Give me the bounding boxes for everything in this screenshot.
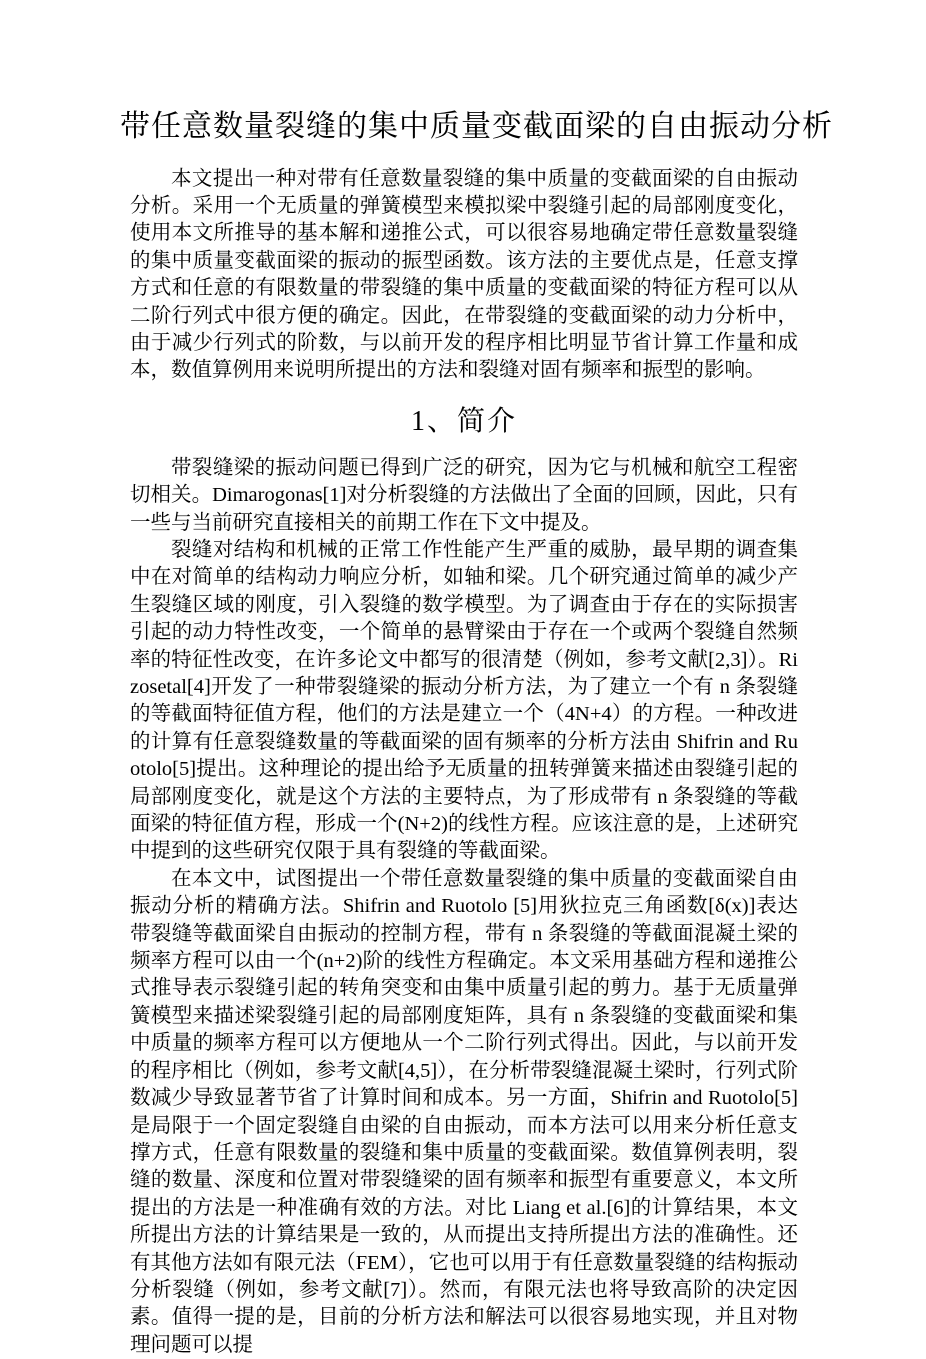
intro-paragraph-3: 在本文中，试图提出一个带任意数量裂缝的集中质量的变截面梁自由振动分析的精确方法。Shifrin and Ruotolo [5]用狄拉克三角函数[δ(x)]表达带裂缝等截面梁自由振动的控制方程，带有 n 条裂缝的等截面混凝土梁的频率方程可以由一个(n+2)阶的线性方程确定。本文采用基础方程和递推公式推导表示裂缝引起的转角突变和由集中质量引起的剪力。基于无质量弹簧模型来描述梁裂缝引起的局部刚度矩阵，具有 n 条裂缝的变截面梁和集中质量的频率方程可以方便地从一个二阶行列式得出。因此，与以前开发的程序相比（例如，参考文献[4,5]），在分析带裂缝混凝土梁时，行列式阶数减少导致显著节省了计算时间和成本。另一方面，Shifrin and Ruotolo[5]是局限于一个固定裂缝自由梁的自由振动，而本方法可以用来分析任意支撑方式，任意有限数量的裂缝和集中质量的变截面梁。数值算例表明，裂缝的数量、深度和位置对带裂缝梁的固有频率和振型有重要意义，本文所提出的方法是一种准确有效的方法。对比 Liang et al.[6]的计算结果，本文所提出方法的计算结果是一致的，从而提出支持所提出方法的准确性。还有其他方法如有限元法（FEM），它也可以用于有任意数量裂缝的结构振动分析裂缝（例如，参考文献[7]）。然而，有限元法也将导致高阶的决定因素。值得一提的是，目前的分析方法和解法可以很容易地实现，并且对物理问题可以提: [130, 867, 798, 1356]
paper-title: 带任意数量裂缝的集中质量变截面梁的自由振动分析: [120, 110, 833, 143]
section-1-heading: 1、简介: [410, 405, 517, 437]
intro-paragraph-1: 带裂缝梁的振动问题已得到广泛的研究，因为它与机械和航空工程密切相关。Dimarogonas[1]对分析裂缝的方法做出了全面的回顾，因此，只有一些与当前研究直接相关的前期工作在下文中提及。: [130, 456, 798, 534]
document-page: [120, 108, 833, 1359]
abstract-paragraph: 本文提出一种对带有任意数量裂缝的集中质量的变截面梁的自由振动分析。采用一个无质量的弹簧模型来模拟梁中裂缝引起的局部刚度变化，使用本文所推导的基本解和递推公式，可以很容易地确定带任意数量裂缝的集中质量变截面梁的振动的振型函数。该方法的主要优点是，任意支撑方式和任意的有限数量的带裂缝的集中质量的变截面梁的特征方程可以从二阶行列式中很方便的确定。因此，在带裂缝的变截面梁的动力分析中，由于减少行列式的阶数，与以前开发的程序相比明显节省计算工作量和成本，数值算例用来说明所提出的方法和裂缝对固有频率和振型的影响。: [130, 167, 798, 382]
intro-paragraph-2: 裂缝对结构和机械的正常工作性能产生严重的威胁，最早期的调查集中在对简单的结构动力响应分析，如轴和梁。几个研究通过简单的减少产生裂缝区域的刚度，引入裂缝的数学模型。为了调查由于存在的实际损害引起的动力特性改变，一个简单的悬臂梁由于存在一个或两个裂缝自然频率的特征性改变，在许多论文中都写的很清楚（例如，参考文献[2,3]）。Rizosetal[4]开发了一种带裂缝梁的振动分析方法，为了建立一个有 n 条裂缝的等截面特征值方程，他们的方法是建立一个（4N+4）的方程。一种改进的计算有任意裂缝数量的等截面梁的固有频率的分析方法由 Shifrin and Ruotolo[5]提出。这种理论的提出给予无质量的扭转弹簧来描述由裂缝引起的局部刚度变化，就是这个方法的主要特点，为了形成带有 n 条裂缝的等截面梁的特征值方程，形成一个(N+2)的线性方程。应该注意的是，上述研究中提到的这些研究仅限于具有裂缝的等截面梁。: [130, 538, 798, 863]
